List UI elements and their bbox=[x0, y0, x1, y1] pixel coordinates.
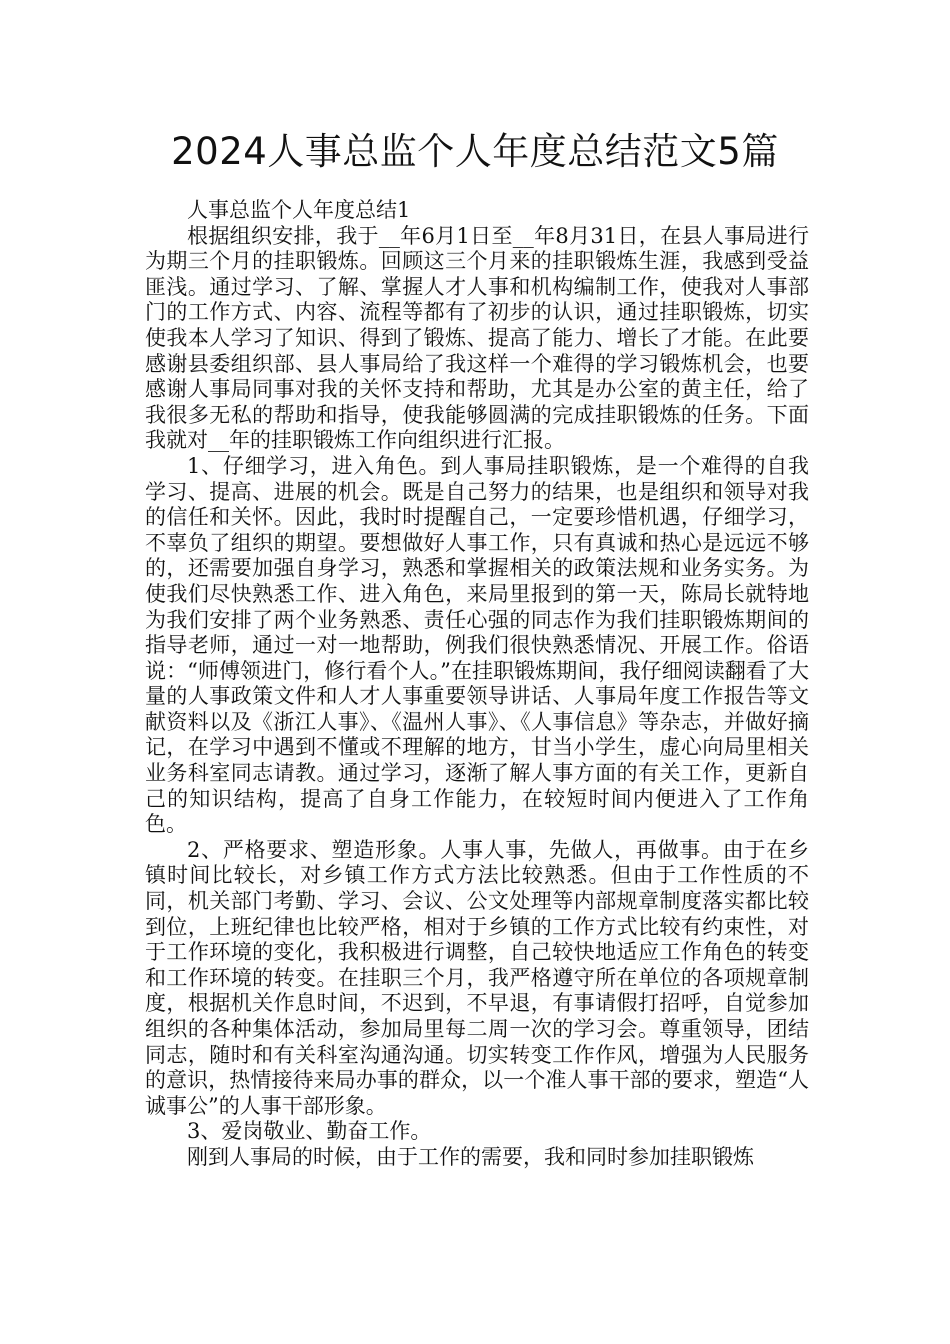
document-body bbox=[145, 198, 809, 1171]
body-paragraph: 2、严格要求、塑造形象。人事人事，先做人，再做事。由于在乡镇时间比较长，对乡镇工作方式方法比较熟悉。但由于工作性质的不同，机关部门考勤、学习、会议、公文处理等内部规章制度落实都比较到位，上班纪律也比较严格，相对于乡镇的工作方式比较有约束性，对于工作环境的变化，我积极进行调整，自己较快地适应工作角色的转变和工作环境的转变。在挂职三个月，我严格遵守所在单位的各项规章制度，根据机关作息时间，不迟到，不早退，有事请假打招呼，自觉参加组织的各种集体活动，参加局里每二周一次的学习会。尊重领导，团结同志，随时和有关科室沟通沟通。切实转变工作作风，增强为人民服务的意识，热情接待来局办事的群众，以一个准人事干部的要求，塑造“人诚事公”的人事干部形象。 bbox=[145, 837, 809, 1118]
body-paragraph: 1、仔细学习，进入角色。到人事局挂职锻炼，是一个难得的自我学习、提高、进展的机会。既是自己努力的结果，也是组织和领导对我的信任和关怀。因此，我时时提醒自己，一定要珍惜机遇，仔细学习，不辜负了组织的期望。要想做好人事工作，只有真诚和热心是远远不够的，还需要加强自身学习，熟悉和掌握相关的政策法规和业务实务。为使我们尽快熟悉工作、进入角色，来局里报到的第一天，陈局长就特地为我们安排了两个业务熟悉、责任心强的同志作为我们挂职锻炼期间的指导老师，通过一对一地帮助，例我们很快熟悉情况、开展工作。俗语说：“师傅领进门，修行看个人。”在挂职锻炼期间，我仔细阅读翻看了大量的人事政策文件和人才人事重要领导讲话、人事局年度工作报告等文献资料以及《浙江人事》、《温州人事》、《人事信息》等杂志，并做好摘记，在学习中遇到不懂或不理解的地方，甘当小学生，虚心向局里相关业务科室同志请教。通过学习，逐渐了解人事方面的有关工作，更新自己的知识结构，提高了自身工作能力，在较短时间内便进入了工作角色。 bbox=[145, 453, 809, 837]
body-paragraph: 根据组织安排，我于__年6月1日至__年8月31日，在县人事局进行为期三个月的挂职锻炼。回顾这三个月来的挂职锻炼生涯，我感到受益匪浅。通过学习、了解、掌握人才人事和机构编制工作，使我对人事部门的工作方式、内容、流程等都有了初步的认识，通过挂职锻炼，切实使我本人学习了知识、得到了锻炼、提高了能力、增长了才能。在此要感谢县委组织部、县人事局给了我这样一个难得的学习锻炼机会，也要感谢人事局同事对我的关怀支持和帮助，尤其是办公室的黄主任，给了我很多无私的帮助和指导，使我能够圆满的完成挂职锻炼的任务。下面我就对__年的挂职锻炼工作向组织进行汇报。 bbox=[145, 223, 809, 453]
body-paragraph: 刚到人事局的时候，由于工作的需要，我和同时参加挂职锻炼 bbox=[187, 1144, 754, 1169]
body-paragraph: 3、爱岗敬业、勤奋工作。 bbox=[187, 1119, 432, 1144]
section-heading: 人事总监个人年度总结1 bbox=[187, 198, 411, 222]
document-title: 2024人事总监个人年度总结范文5篇 bbox=[171, 130, 779, 173]
